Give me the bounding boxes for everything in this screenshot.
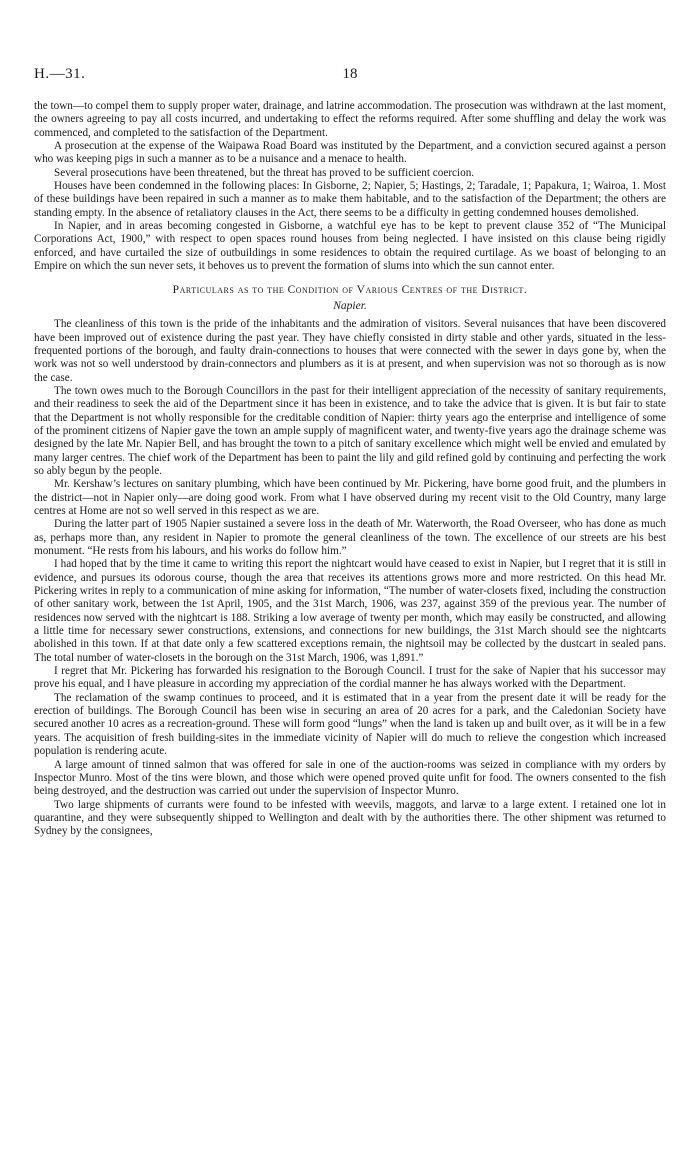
paragraph: I regret that Mr. Pickering has forwarded his resignation to the Borough Council. I trust for the sake of Napier that his successor may prove his equal, and I have pleasure in according my appreciation of the cordial manner he has always worked with the Department. (34, 665, 666, 691)
page-number: 18 (342, 66, 358, 82)
paragraph: Mr. Kershaw’s lectures on sanitary plumbing, which have been continued by Mr. Pickering, have borne good fruit, and the plumbers in the district—not in Napier only—are doing good work. From what I have observed during my recent visit to the Old Country, many large centres at Home are not so well served in this respect as we are. (34, 478, 666, 517)
document-reference: H.—31. (34, 66, 86, 82)
paragraph: In Napier, and in areas becoming congested in Gisborne, a watchful eye has to be kept to prevent clause 352 of “The Municipal Corporations Act, 1900,” with respect to open spaces round houses from being neglected. I have insisted on this clause being rigidly enforced, and have curtailed the size of outbuildings in some residences to obtain the required curtilage. As we boast of belonging to an Empire on which the sun never sets, it behoves us to prevent the formation of slums into which the sun cannot enter. (34, 220, 666, 273)
paragraph: During the latter part of 1905 Napier sustained a severe loss in the death of Mr. Waterworth, the Road Overseer, who has done as much as, perhaps more than, any resident in Napier to promote the general cleanliness of the town. The excellence of our streets are his best monument. “He rests from his labours, and his works do follow him.” (34, 518, 666, 557)
paragraph: Houses have been condemned in the following places: In Gisborne, 2; Napier, 5; Hastings, 2; Taradale, 1; Papakura, 1; Wairoa, 1. Most of these buildings have been repaired in such a manner as to make them habitable, and to the satisfaction of the Department; the others are standing empty. In the absence of retaliatory clauses in the Act, there seems to be a difficulty in getting condemned houses demolished. (34, 180, 666, 219)
paragraph: The town owes much to the Borough Councillors in the past for their intelligent appreciation of the necessity of sanitary requirements, and their readiness to seek the aid of the Department since it has been in existence, and to take the advice that is given. It is but fair to state that the Department is not wholly responsible for the creditable condition of Napier: thirty years ago the enterprise and intelligence of some of the prominent citizens of Napier gave the town an ample supply of magnificent water, and twenty-five years ago the drainage scheme was designed by the late Mr. Napier Bell, and has brought the town to a pitch of sanitary excellence which might well be envied and emulated by many larger centres. The chief work of the Department has been to paint the lily and gild refined gold by continuing and perfecting the work so ably begun by the people. (34, 384, 666, 477)
report-body (34, 100, 666, 839)
sub-heading: Napier. (333, 299, 367, 312)
paragraph: I had hoped that by the time it came to writing this report the nightcart would have ceased to exist in Napier, but I regret that it is still in evidence, and pursues its odorous course, though the area that receives its attentions grows more and more restricted. On this head Mr. Pickering writes in reply to a communication of mine asking for information, “The number of water-closets fixed, including the construction of other sanitary work, between the 1st April, 1905, and the 31st March, 1906, was 237, against 359 of the previous year. The number of residences now served with the nightcart is 188. Striking a low average of twenty per month, which may easily be constructed, and allowing a little time for necessary sewer constructions, extensions, and connections for new buildings, the 31st March should see the nightcarts abolished in this town. If at that date only a few scattered exceptions remain, the nightsoil may be collected by the dustcart in sealed pans. The total number of water-closets in the borough on the 31st March, 1906, was 1,891.” (34, 558, 666, 664)
section-heading: Particulars as to the Condition of Various Centres of the District. (172, 284, 528, 297)
paragraph: The cleanliness of this town is the pride of the inhabitants and the admiration of visitors. Several nuisances that have been discovered have been improved out of existence during the past year. They have chiefly consisted in dirty stable and other yards, situated in the less-frequented portions of the borough, and faulty drain-connections to houses that were connected with the sewer in days gone by, when the work was not so well understood by drain-connectors and plumbers as it is at present, and when supervision was not so thorough as is now the case. (34, 318, 666, 384)
paragraph: Several prosecutions have been threatened, but the threat has proved to be sufficient coercion. (54, 166, 475, 179)
paragraph: the town—to compel them to supply proper water, drainage, and latrine accommodation. The prosecution was withdrawn at the last moment, the owners agreeing to pay all costs incurred, and undertaking to effect the reforms required. After some shuffling and delay the work was commenced, and completed to the satisfaction of the Department. (34, 100, 666, 139)
paragraph: A prosecution at the expense of the Waipawa Road Board was instituted by the Department, and a conviction secured against a person who was keeping pigs in such a manner as to be a nuisance and a menace to health. (34, 140, 666, 166)
page-header (34, 66, 666, 86)
paragraph: Two large shipments of currants were found to be infested with weevils, maggots, and larvæ to a large extent. I retained one lot in quarantine, and they were subsequently shipped to Wellington and dealt with by the authorities there. The other shipment was returned to Sydney by the consignees, (34, 798, 666, 838)
paragraph: A large amount of tinned salmon that was offered for sale in one of the auction-rooms was seized in compliance with my orders by Inspector Munro. Most of the tins were blown, and those which were opened proved quite unfit for food. The owners consented to the fish being destroyed, and the destruction was carried out under the supervision of Inspector Munro. (34, 758, 666, 798)
paragraph: The reclamation of the swamp continues to proceed, and it is estimated that in a year from the present date it will be ready for the erection of buildings. The Borough Council has been wise in securing an area of 20 acres for a park, and the Caledonian Society have secured another 10 acres as a recreation-ground. These will form good “lungs” when the land is taken up and built over, as it will be in a few years. The acquisition of fresh building-sites in the immediate vicinity of Napier will do much to relieve the congestion which increased population is rendering acute. (34, 691, 666, 758)
